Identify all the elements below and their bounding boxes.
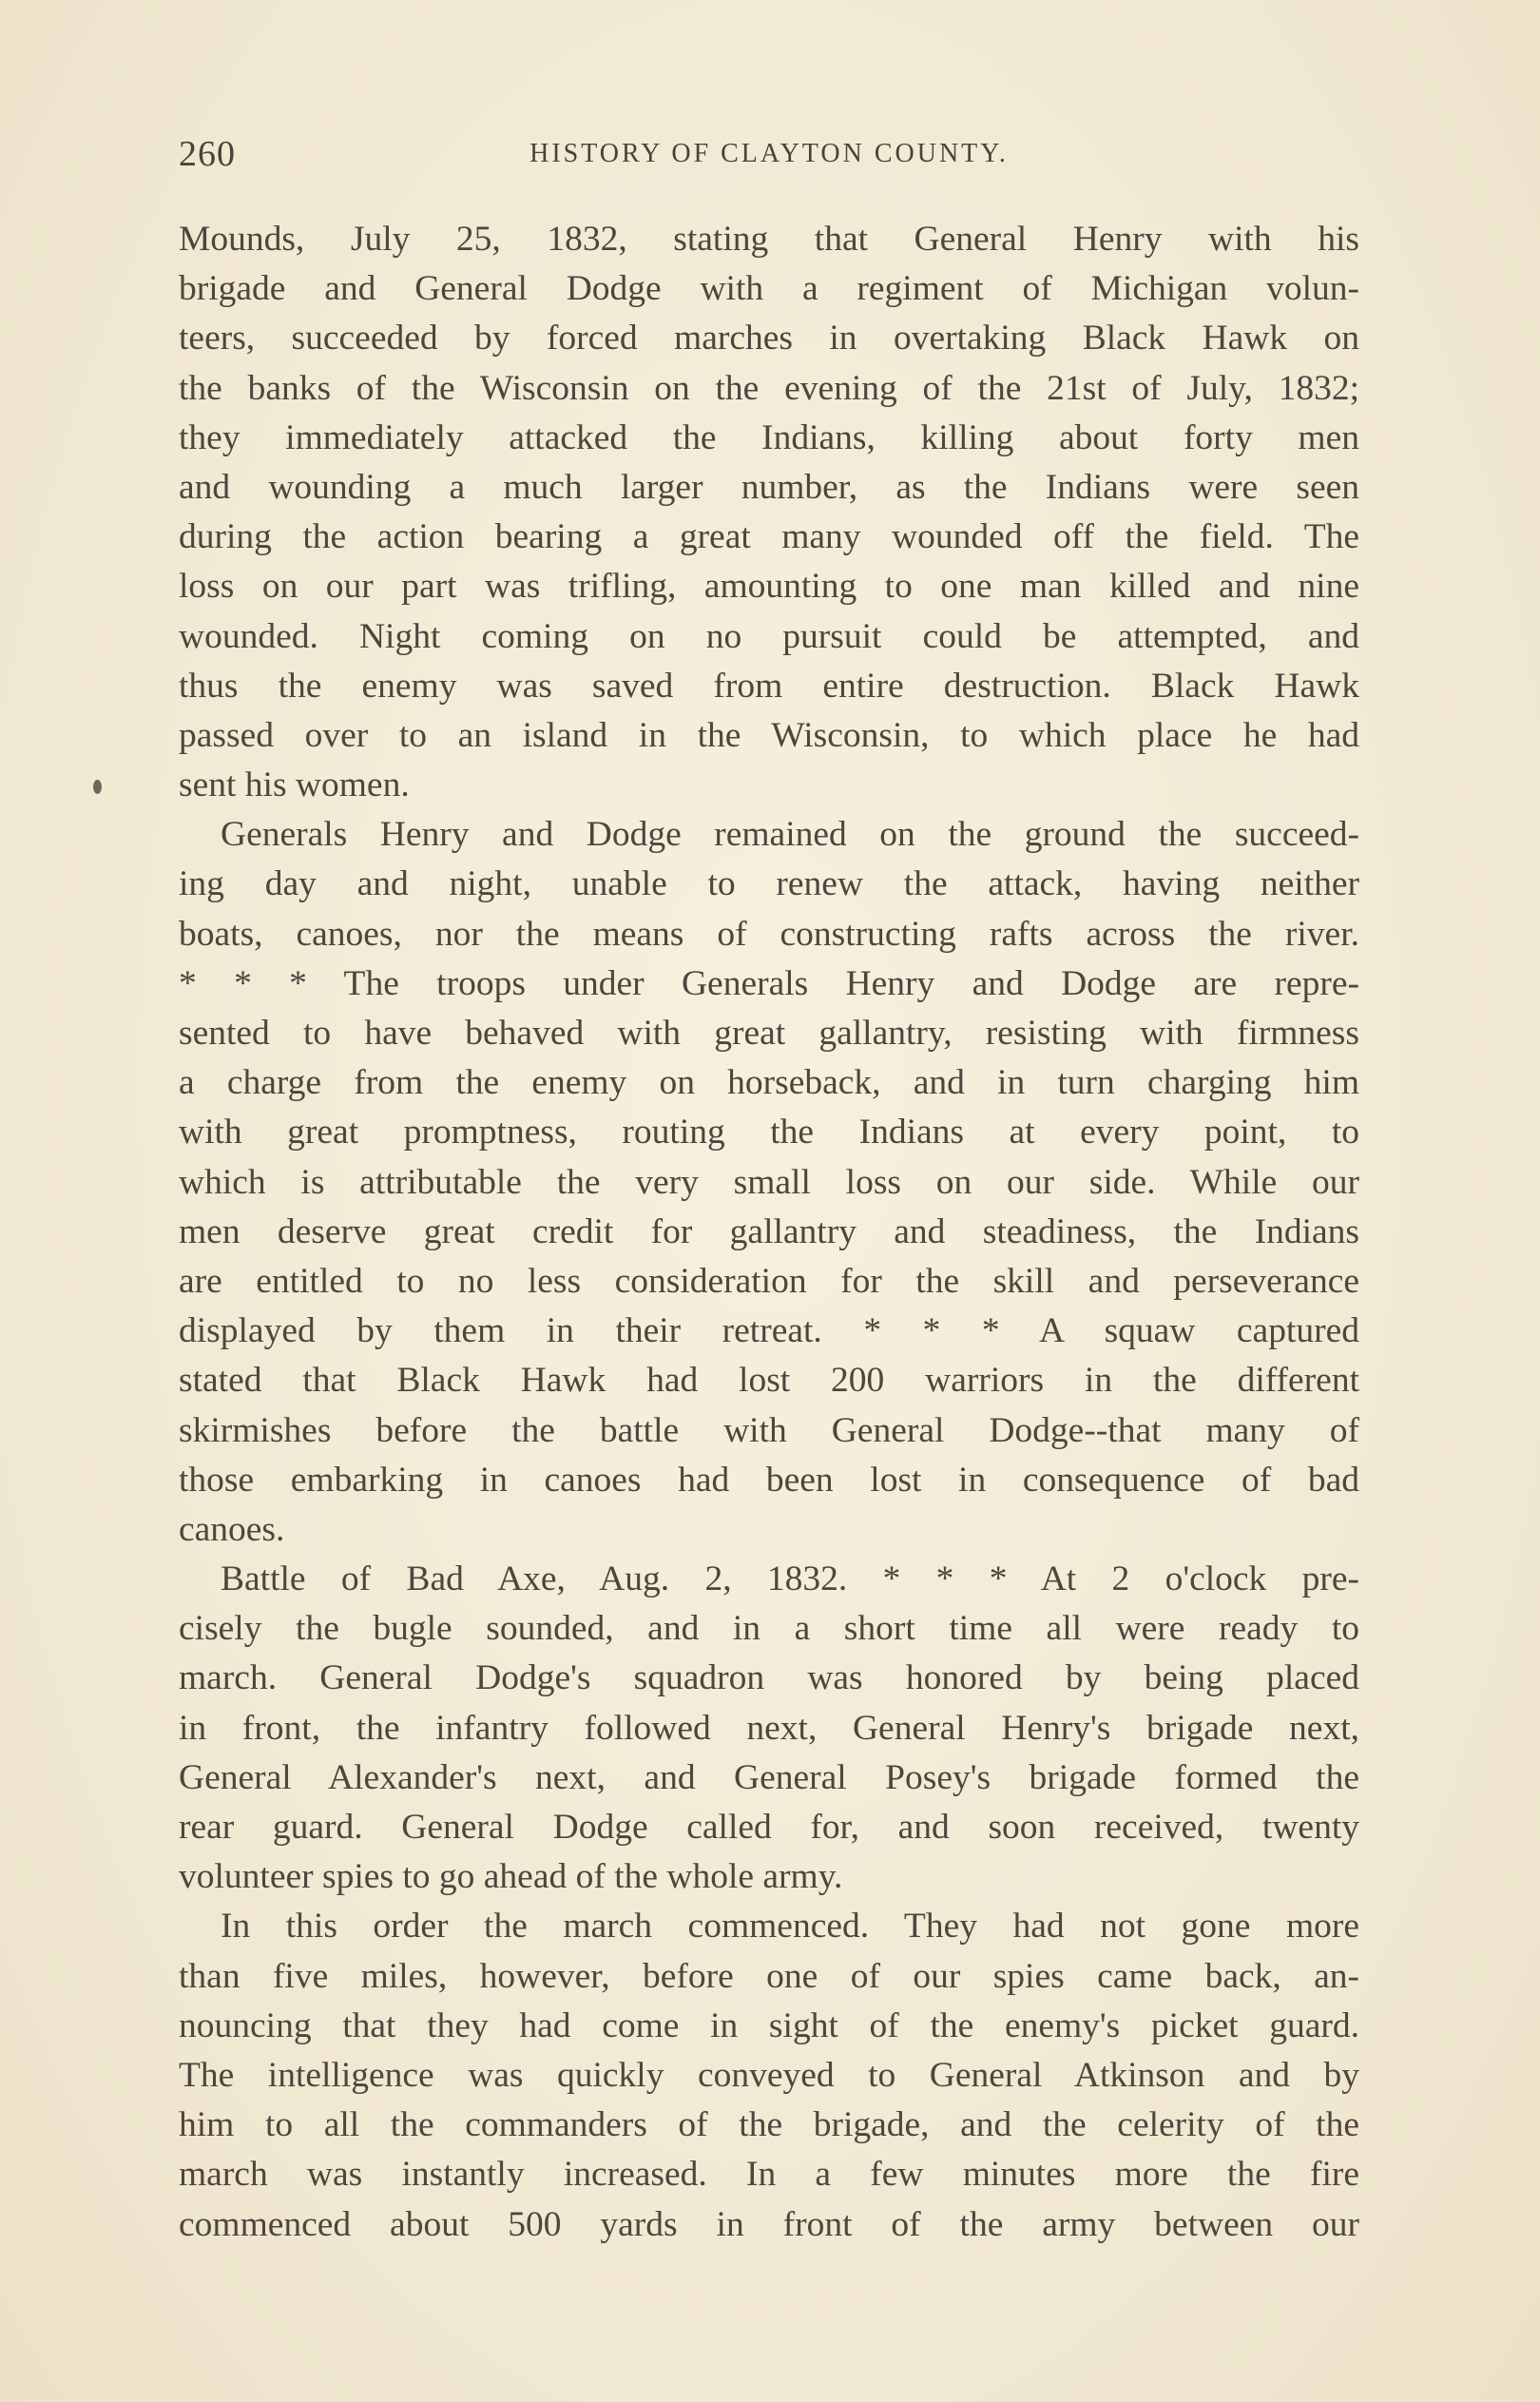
text-line: are entitled to no less consideration for the skill and perseverance xyxy=(179,1261,1359,1301)
text-line: march was instantly increased. In a few minutes more the fire xyxy=(179,2155,1359,2195)
text-line: those embarking in canoes had been lost in consequence of bad xyxy=(179,1460,1359,1500)
text-line: brigade and General Dodge with a regiment of Michigan volun- xyxy=(179,269,1359,309)
text-line: canoes. xyxy=(179,1509,285,1549)
text-line: and wounding a much larger number, as the Indians were seen xyxy=(179,467,1359,507)
text-line: ing day and night, unable to renew the attack, having neither xyxy=(179,864,1359,904)
text-line: teers, succeeded by forced marches in overtaking Black Hawk on xyxy=(179,319,1359,358)
text-line: than five miles, however, before one of our spies came back, an- xyxy=(179,1956,1359,1996)
text-line: rear guard. General Dodge called for, and soon received, twenty xyxy=(179,1808,1359,1847)
text-line: which is attributable the very small loss on our side. While our xyxy=(179,1162,1359,1202)
text-line: loss on our part was trifling, amounting to one man killed and nine xyxy=(179,567,1359,607)
margin-ink-mark xyxy=(93,780,102,794)
text-line: the banks of the Wisconsin on the evening of the 21st of July, 1832; xyxy=(179,368,1359,408)
text-line: commenced about 500 yards in front of the army between our xyxy=(179,2204,1359,2244)
text-line: sented to have behaved with great gallantry, resisting with firmness xyxy=(179,1014,1359,1053)
text-line: boats, canoes, nor the means of constructing rafts across the river. xyxy=(179,914,1359,954)
text-line: stated that Black Hawk had lost 200 warriors in the different xyxy=(179,1361,1359,1401)
text-line: march. General Dodge's squadron was honored by being placed xyxy=(179,1658,1359,1698)
text-line: Mounds, July 25, 1832, stating that General Henry with his xyxy=(179,220,1359,259)
text-line: him to all the commanders of the brigade, and the celerity of the xyxy=(179,2105,1359,2145)
text-line: The intelligence was quickly conveyed to General Atkinson and by xyxy=(179,2055,1359,2095)
text-line: sent his women. xyxy=(179,765,410,805)
text-line: nouncing that they had come in sight of the enemy's picket guard. xyxy=(179,2005,1359,2045)
text-line: skirmishes before the battle with General Dodge--that many of xyxy=(179,1410,1359,1450)
text-line: * * * The troops under Generals Henry and Dodge are repre- xyxy=(179,963,1359,1003)
text-line: passed over to an island in the Wisconsin, to which place he had xyxy=(179,715,1359,755)
text-line: with great promptness, routing the Indians at every point, to xyxy=(179,1113,1359,1153)
text-line: Battle of Bad Axe, Aug. 2, 1832. * * * At 2 o'clock pre- xyxy=(221,1559,1359,1599)
text-line: they immediately attacked the Indians, killing about forty men xyxy=(179,417,1359,457)
text-line: wounded. Night coming on no pursuit could be attempted, and xyxy=(179,616,1359,656)
text-line: Generals Henry and Dodge remained on the ground the succeed- xyxy=(221,815,1359,855)
text-line: in front, the infantry followed next, General Henry's brigade next, xyxy=(179,1708,1359,1748)
text-line: thus the enemy was saved from entire destruction. Black Hawk xyxy=(179,666,1359,706)
page-header xyxy=(179,133,1359,181)
text-line: men deserve great credit for gallantry and steadiness, the Indians xyxy=(179,1211,1359,1251)
body-text xyxy=(179,215,1359,2250)
text-line: cisely the bugle sounded, and in a short time all were ready to xyxy=(179,1609,1359,1649)
text-line: during the action bearing a great many wounded off the field. The xyxy=(179,517,1359,557)
running-head: HISTORY OF CLAYTON COUNTY. xyxy=(529,139,1009,168)
text-line: a charge from the enemy on horseback, and in turn charging him xyxy=(179,1063,1359,1103)
text-line: displayed by them in their retreat. * * * A squaw captured xyxy=(179,1311,1359,1351)
page-number: 260 xyxy=(179,134,236,174)
text-line: volunteer spies to go ahead of the whole army. xyxy=(179,1857,843,1897)
text-line: General Alexander's next, and General Posey's brigade formed the xyxy=(179,1757,1359,1797)
text-line: In this order the march commenced. They had not gone more xyxy=(221,1907,1359,1947)
